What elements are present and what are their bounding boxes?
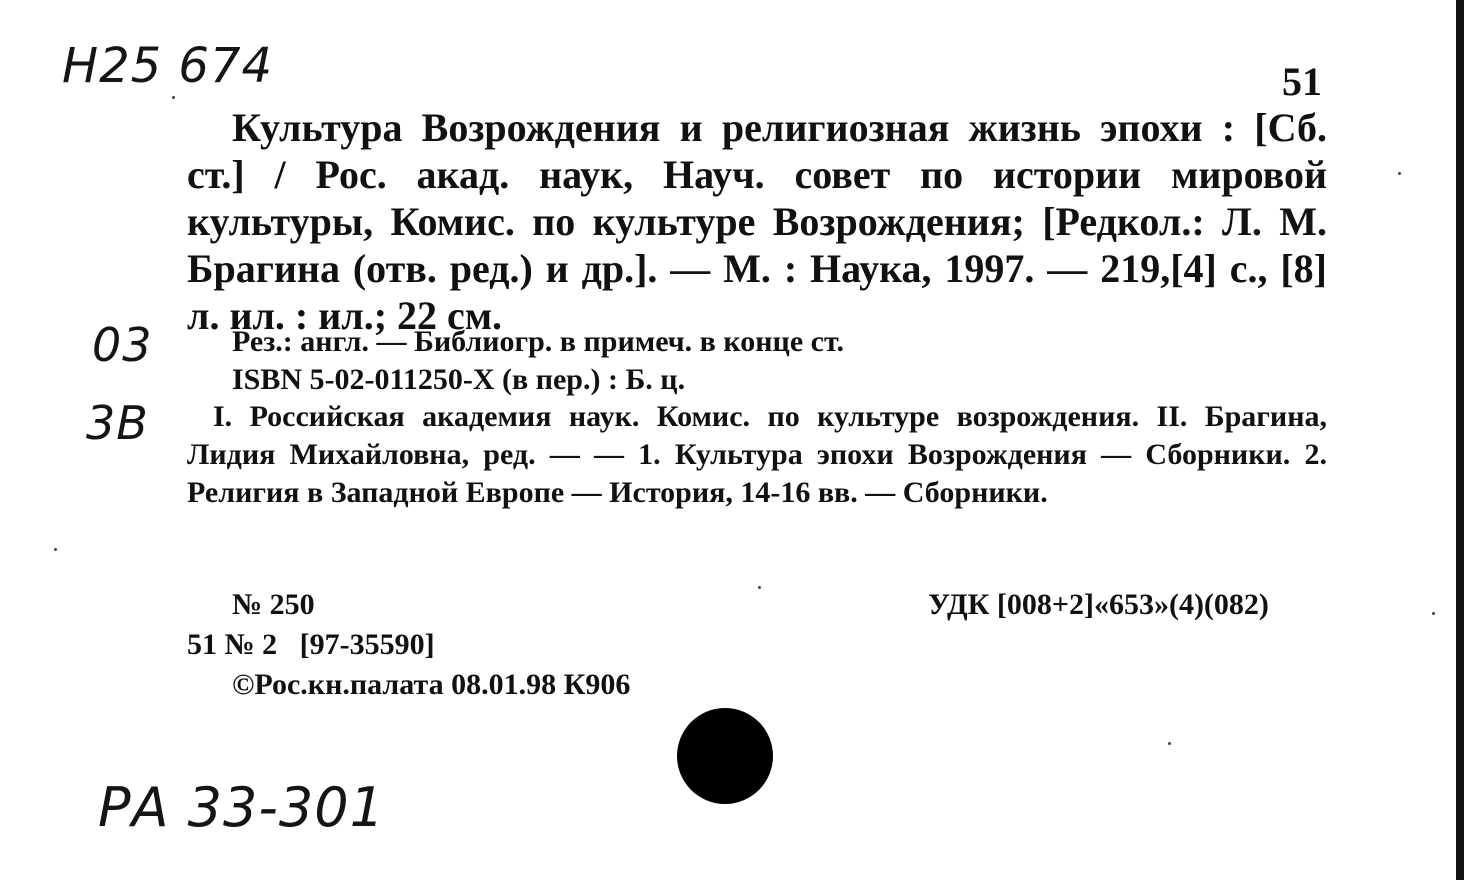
scan-speck (758, 586, 761, 589)
subjects-text: I. Российская академия наук. Комис. по культуре возрождения. II. Брагина, Лидия Михайловна, ред. — — 1. Культура эпохи Возрождения — Сборники. 2. Религия в Западной Европе — История, 14-16 вв. — Сборники. (187, 400, 1327, 509)
subject-headings (187, 398, 1327, 512)
copyright-line: ©Рос.кн.палата 08.01.98 К906 (232, 668, 631, 701)
resume-line: Рез.: англ. — Библиогр. в примеч. в конце ст. (232, 325, 844, 358)
bibliographic-record (187, 104, 1327, 339)
scan-speck (1398, 172, 1401, 175)
punch-hole (677, 708, 773, 804)
udc-code: УДК [008+2]«653»(4)(082) (928, 588, 1269, 621)
card-serial-number: № 250 (232, 588, 315, 621)
scan-speck (54, 548, 57, 551)
isbn-line: ISBN 5-02-011250-X (в пер.) : Б. ц. (232, 363, 686, 396)
scan-speck (1432, 612, 1435, 615)
issue-line: 51 № 2 [97-35590] (187, 628, 435, 661)
handwritten-margin-code-2: 3В (86, 396, 149, 450)
title-block: Культура Возрождения и религиозная жизнь эпохи : [Сб. ст.] / Рос. акад. наук, Науч. совет по истории мировой культуры, Комис. по культуре Возрождения; [Редкол.: Л. М. Брагина (отв. ред.) и др.]. — М. : Наука, 1997. — 219,[4] с., [8] л. ил. : ил.; 22 см. (187, 105, 1327, 338)
scan-speck (172, 96, 175, 99)
handwritten-inventory-number: РА 33-301 (98, 776, 385, 839)
handwritten-margin-code-1: 03 (92, 318, 153, 372)
scan-speck (1168, 742, 1171, 745)
notes-block (187, 323, 1327, 399)
handwritten-shelf-mark: Н25 674 (62, 38, 274, 94)
card-number: 51 (1282, 59, 1322, 104)
card-edge (1456, 0, 1464, 880)
